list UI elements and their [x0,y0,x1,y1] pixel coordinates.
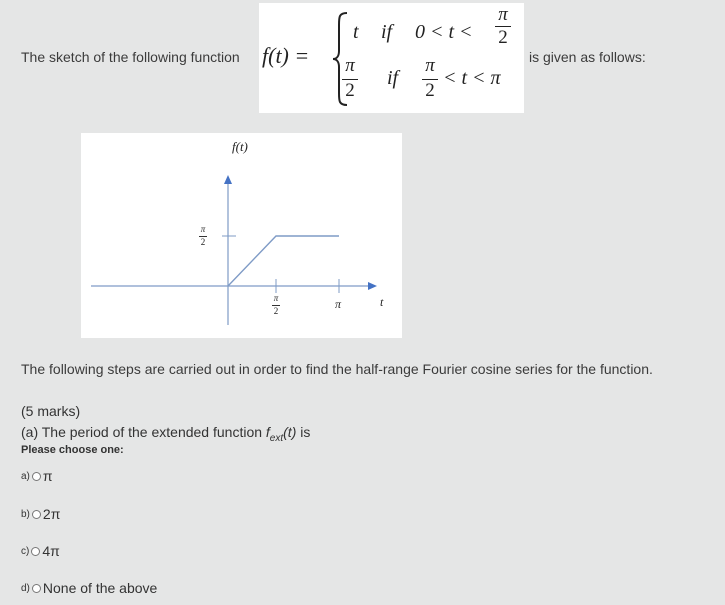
option-c-radio[interactable] [31,547,40,556]
option-b-text: 2π [42,506,61,522]
option-b-radio[interactable] [32,510,41,519]
case1-frac-pi: π [498,4,508,25]
option-b[interactable] [21,506,60,522]
case1-value: t [353,21,359,43]
x-tick-pi: π [273,293,279,303]
option-a-text: π [42,468,53,484]
option-d-radio[interactable] [32,584,41,593]
option-d-letter: d) [21,582,30,594]
case1-if: if [381,21,393,43]
option-d-text: None of the above [42,580,158,596]
option-b-letter: b) [21,508,30,520]
case2-if: if [387,67,399,89]
part-a-question [21,424,310,444]
marks-label: (5 marks) [21,403,81,419]
intro-text-before: The sketch of the following function [21,49,240,65]
y-tick-two: 2 [200,237,206,247]
pi-tick-label: π [335,297,342,311]
option-c-letter: c) [21,545,30,557]
option-a-radio[interactable] [32,472,41,481]
option-a-letter: a) [21,470,30,482]
case2-condition: < t < π [443,67,501,89]
case1-condition: 0 < t < [415,21,473,43]
case2-frac2-two: 2 [425,80,435,101]
intro-text-after: is given as follows: [529,49,646,65]
function-sketch [81,133,402,338]
y-axis-label: f(t) [232,139,248,154]
option-d[interactable] [21,580,157,596]
part-a-suffix: is [300,424,311,440]
x-tick-two: 2 [273,306,279,316]
steps-text: The following steps are carried out in order to find the half-range Fourier cosine series for the function. [21,361,653,377]
piecewise-formula [259,3,524,113]
y-tick-pi: π [200,224,206,234]
case1-frac-two: 2 [498,27,508,48]
case2-frac-pi: π [345,55,355,76]
x-axis-label: t [380,295,384,309]
choose-instruction: Please choose one: [21,444,124,456]
case2-frac2-pi: π [425,55,435,76]
option-a[interactable] [21,468,53,484]
sketch-axes [81,133,402,338]
option-c[interactable] [21,543,60,559]
case2-frac-two: 2 [345,80,355,101]
part-a-sub: ext [269,432,284,444]
part-a-func: f [265,424,270,440]
part-a-prefix: (a) The period of the extended function [21,424,263,440]
part-a-arg: (t) [283,424,297,440]
formula-lhs: f(t) = [262,43,310,68]
option-c-text: 4π [42,543,60,559]
